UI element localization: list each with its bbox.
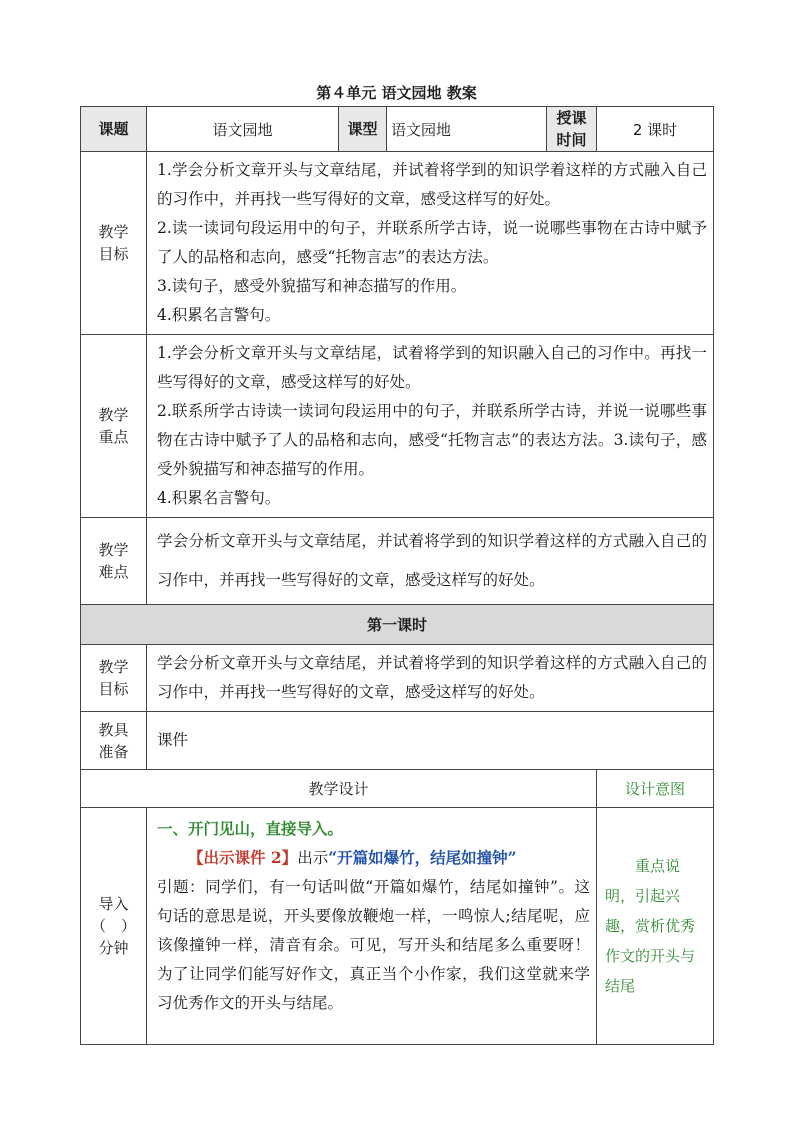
tools-label-line2: 准备 — [98, 742, 129, 761]
goals-row — [81, 152, 714, 335]
tools-row — [81, 712, 714, 770]
goal-item: 4.积累名言警句。 — [157, 306, 281, 324]
time-label-line1: 授课 — [556, 109, 587, 127]
courseware-tag: 【出示课件 2】 — [188, 848, 298, 867]
key-points-label-line1: 教学 — [98, 406, 129, 424]
lesson1-section-row — [81, 605, 714, 645]
intro-body: 引题：同学们，有一句话叫做“开篇如爆竹，结尾如撞钟”。这句话的意思是说，开头要像放鞭炮一样，一鸣惊人;结尾呢，应该像撞钟一样，清音有余。可见，写开头和结尾多么重要呀！为了让同学们能写好作文，真正当个小作家，我们这堂就来学习优秀作文的开头与结尾。 — [157, 878, 590, 1012]
goals-content — [147, 152, 714, 335]
goals-label-line2: 目标 — [98, 245, 129, 263]
topic-value: 语文园地 — [147, 107, 339, 152]
tools-text: 课件 — [157, 731, 189, 749]
intro-intent — [597, 808, 714, 1045]
key-point-item: 2.联系所学古诗读一读词句段运用中的句子，并联系所学古诗，并说一说哪些事物在古诗中赋予了人的品格和志向，感受“托物言志”的表达方法。3.读句子，感受外貌描写和神态描写的作用。 — [157, 402, 707, 478]
header-row — [81, 107, 714, 152]
intro-label-line1: 导入 — [98, 895, 129, 913]
lesson1-goal-label — [81, 645, 147, 712]
design-header-row — [81, 770, 714, 808]
tools-label-line1: 教具 — [98, 720, 129, 739]
intro-label-line3: 分钟 — [98, 939, 129, 957]
difficulty-content — [147, 518, 714, 605]
intro-row — [81, 808, 714, 1045]
goals-label-line1: 教学 — [98, 223, 129, 241]
difficulty-label-line2: 难点 — [98, 563, 129, 581]
difficulty-label-line1: 教学 — [98, 541, 129, 559]
tools-content — [147, 712, 714, 770]
goal-item: 1.学会分析文章开头与文章结尾，并试着将学到的知识学着这样的方式融入自己的习作中，并再找一些写得好的文章，感受这样写的好处。 — [157, 161, 707, 208]
lesson1-goal-text: 学会分析文章开头与文章结尾，并试着将学到的知识学着这样的方式融入自己的习作中，并再找一些写得好的文章，感受这样写的好处。 — [157, 654, 707, 701]
goal-item: 2.读一读词句段运用中的句子，并联系所学古诗，说一说哪些事物在古诗中赋予了人的品格和志向，感受“托物言志”的表达方法。 — [157, 219, 707, 266]
goals-label — [81, 152, 147, 335]
lesson1-goal-row — [81, 645, 714, 712]
key-points-content — [147, 335, 714, 518]
goal-item: 3.读句子，感受外貌描写和神态描写的作用。 — [157, 277, 467, 295]
show-prefix: 出示 — [297, 849, 329, 867]
key-points-row — [81, 335, 714, 518]
intro-quote: “开篇如爆竹，结尾如撞钟” — [328, 848, 517, 867]
type-value: 语文园地 — [387, 107, 547, 152]
intro-content — [147, 808, 597, 1045]
time-label — [547, 107, 597, 152]
intro-courseware-line — [157, 843, 590, 873]
topic-label: 课题 — [81, 107, 147, 152]
intro-label-line2: （ ） — [90, 917, 136, 935]
lesson1-goal-label-line1: 教学 — [98, 658, 129, 676]
intent-column-header: 设计意图 — [597, 770, 714, 808]
time-label-line2: 时间 — [556, 131, 587, 149]
type-label: 课型 — [339, 107, 387, 152]
difficulty-label — [81, 518, 147, 605]
key-point-item: 4.积累名言警句。 — [157, 489, 281, 507]
intro-label — [81, 808, 147, 1045]
lesson-plan-table — [80, 106, 714, 1045]
lesson1-goal-content — [147, 645, 714, 712]
intro-heading: 一、开门见山，直接导入。 — [157, 819, 344, 838]
key-points-label — [81, 335, 147, 518]
page-title: 第４单元 语文园地 教案 — [316, 84, 477, 102]
difficulty-text: 学会分析文章开头与文章结尾，并试着将学到的知识学着这样的方式融入自己的习作中，并再找一些写得好的文章，感受这样写的好处。 — [157, 532, 707, 589]
difficulty-row — [81, 518, 714, 605]
tools-label — [81, 712, 147, 770]
key-point-item: 1.学会分析文章开头与文章结尾，试着将学到的知识融入自己的习作中。再找一些写得好的文章，感受这样写的好处。 — [157, 344, 707, 391]
intro-intent-text: 重点说明，引起兴趣，赏析优秀作文的开头与结尾 — [605, 857, 696, 995]
lesson1-goal-label-line2: 目标 — [98, 680, 129, 698]
key-points-label-line2: 重点 — [98, 428, 129, 446]
lesson1-section-title: 第一课时 — [81, 605, 714, 645]
design-column-header: 教学设计 — [81, 770, 597, 808]
time-value: 2 课时 — [597, 107, 714, 152]
